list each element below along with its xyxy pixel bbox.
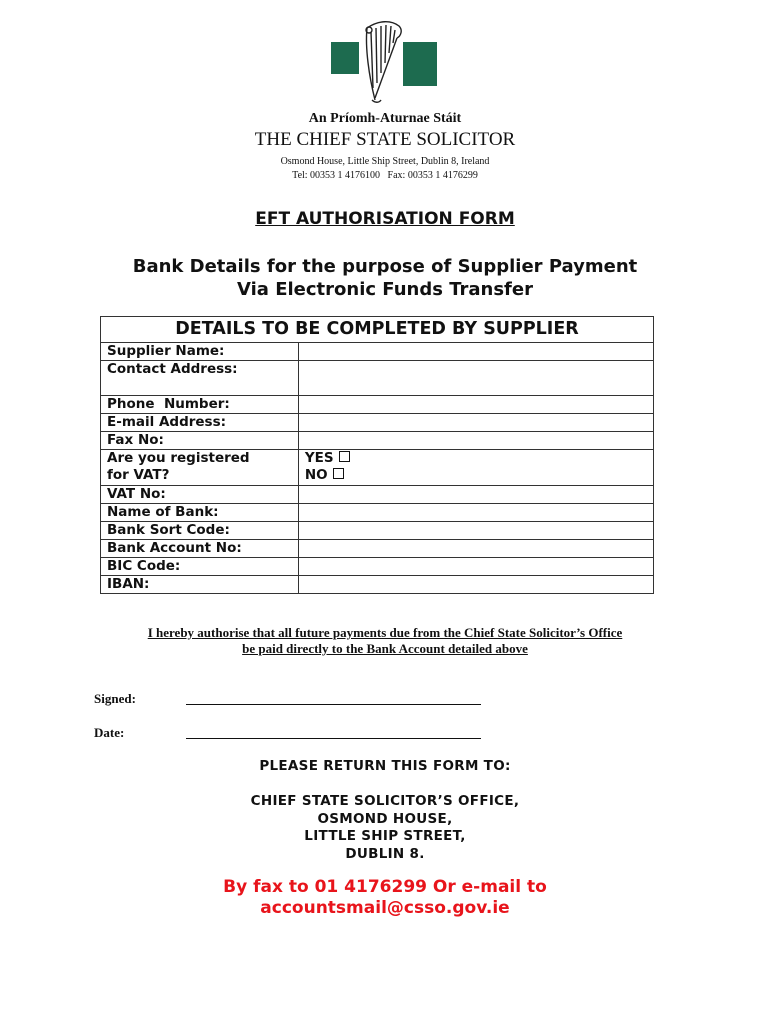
return-address-line-3: LITTLE SHIP STREET, — [304, 828, 466, 844]
table-header: DETAILS TO BE COMPLETED BY SUPPLIER — [101, 317, 654, 343]
irish-title: An Príomh-Aturnae Stáit — [308, 111, 462, 126]
yes-checkbox[interactable] — [339, 451, 350, 462]
no-checkbox[interactable] — [333, 468, 344, 479]
organisation-title: THE CHIEF STATE SOLICITOR — [254, 129, 516, 150]
subtitle-line-1: Bank Details for the purpose of Supplier Payment — [132, 256, 638, 277]
name-of-bank-label: Name of Bank: — [101, 504, 299, 522]
address-line: Osmond House, Little Ship Street, Dublin 8, Ireland — [280, 156, 490, 167]
vat-question-line-1: Are you registered — [107, 450, 250, 466]
vat-question-line-2: for VAT? — [107, 467, 170, 483]
phone-number-field[interactable] — [298, 396, 653, 414]
authorisation-statement — [0, 625, 770, 657]
contact-address-label: Contact Address: — [101, 361, 299, 396]
form-title: EFT AUTHORISATION FORM — [255, 209, 515, 229]
authorisation-line-1: I hereby authorise that all future payments due from the Chief State Solicitor’s Office — [147, 625, 623, 640]
bank-sort-code-label: Bank Sort Code: — [101, 522, 299, 540]
iban-field[interactable] — [298, 576, 653, 594]
bank-sort-code-field[interactable] — [298, 522, 653, 540]
return-address — [0, 793, 770, 863]
return-address-line-1: CHIEF STATE SOLICITOR’S OFFICE, — [250, 793, 520, 809]
authorisation-line-2: be paid directly to the Bank Account detailed above — [242, 641, 528, 656]
yes-label: YES — [304, 450, 334, 466]
return-heading: PLEASE RETURN THIS FORM TO: — [259, 758, 511, 774]
iban-label: IBAN: — [101, 576, 299, 594]
fax-no-field[interactable] — [298, 432, 653, 450]
vat-registered-options — [298, 450, 653, 486]
signed-label: Signed: — [94, 691, 136, 706]
date-line[interactable] — [186, 738, 481, 739]
vat-no-field[interactable] — [298, 486, 653, 504]
bic-code-field[interactable] — [298, 558, 653, 576]
supplier-details-table — [100, 316, 654, 594]
fax-line: By fax to 01 4176299 Or e-mail to — [223, 877, 547, 897]
vat-no-option[interactable] — [305, 467, 647, 484]
bank-account-no-field[interactable] — [298, 540, 653, 558]
bank-account-no-label: Bank Account No: — [101, 540, 299, 558]
fax-email-instructions — [0, 877, 770, 919]
signed-line[interactable] — [186, 704, 481, 705]
no-label: NO — [304, 467, 328, 483]
vat-yes-option[interactable] — [305, 450, 647, 467]
supplier-name-field[interactable] — [298, 343, 653, 361]
email-address-label: E-mail Address: — [101, 414, 299, 432]
return-address-line-2: OSMOND HOUSE, — [317, 810, 453, 827]
bic-code-label: BIC Code: — [101, 558, 299, 576]
fax-no-label: Fax No: — [101, 432, 299, 450]
email-address-field[interactable] — [298, 414, 653, 432]
harp-logo-icon — [331, 18, 437, 104]
vat-registered-label — [101, 450, 299, 486]
vat-no-label: VAT No: — [101, 486, 299, 504]
email-link[interactable]: accountsmail@csso.gov.ie — [260, 898, 510, 918]
return-address-line-4: DUBLIN 8. — [345, 845, 425, 862]
name-of-bank-field[interactable] — [298, 504, 653, 522]
address-block — [0, 155, 770, 183]
form-subtitle — [0, 255, 770, 301]
supplier-name-label: Supplier Name: — [101, 343, 299, 361]
subtitle-line-2: Via Electronic Funds Transfer — [237, 279, 533, 300]
contact-address-field[interactable] — [298, 361, 653, 396]
date-label: Date: — [94, 725, 125, 740]
phone-number-label: Phone Number: — [101, 396, 299, 414]
tel-fax-line: Tel: 00353 1 4176100 Fax: 00353 1 4176299 — [292, 170, 478, 181]
